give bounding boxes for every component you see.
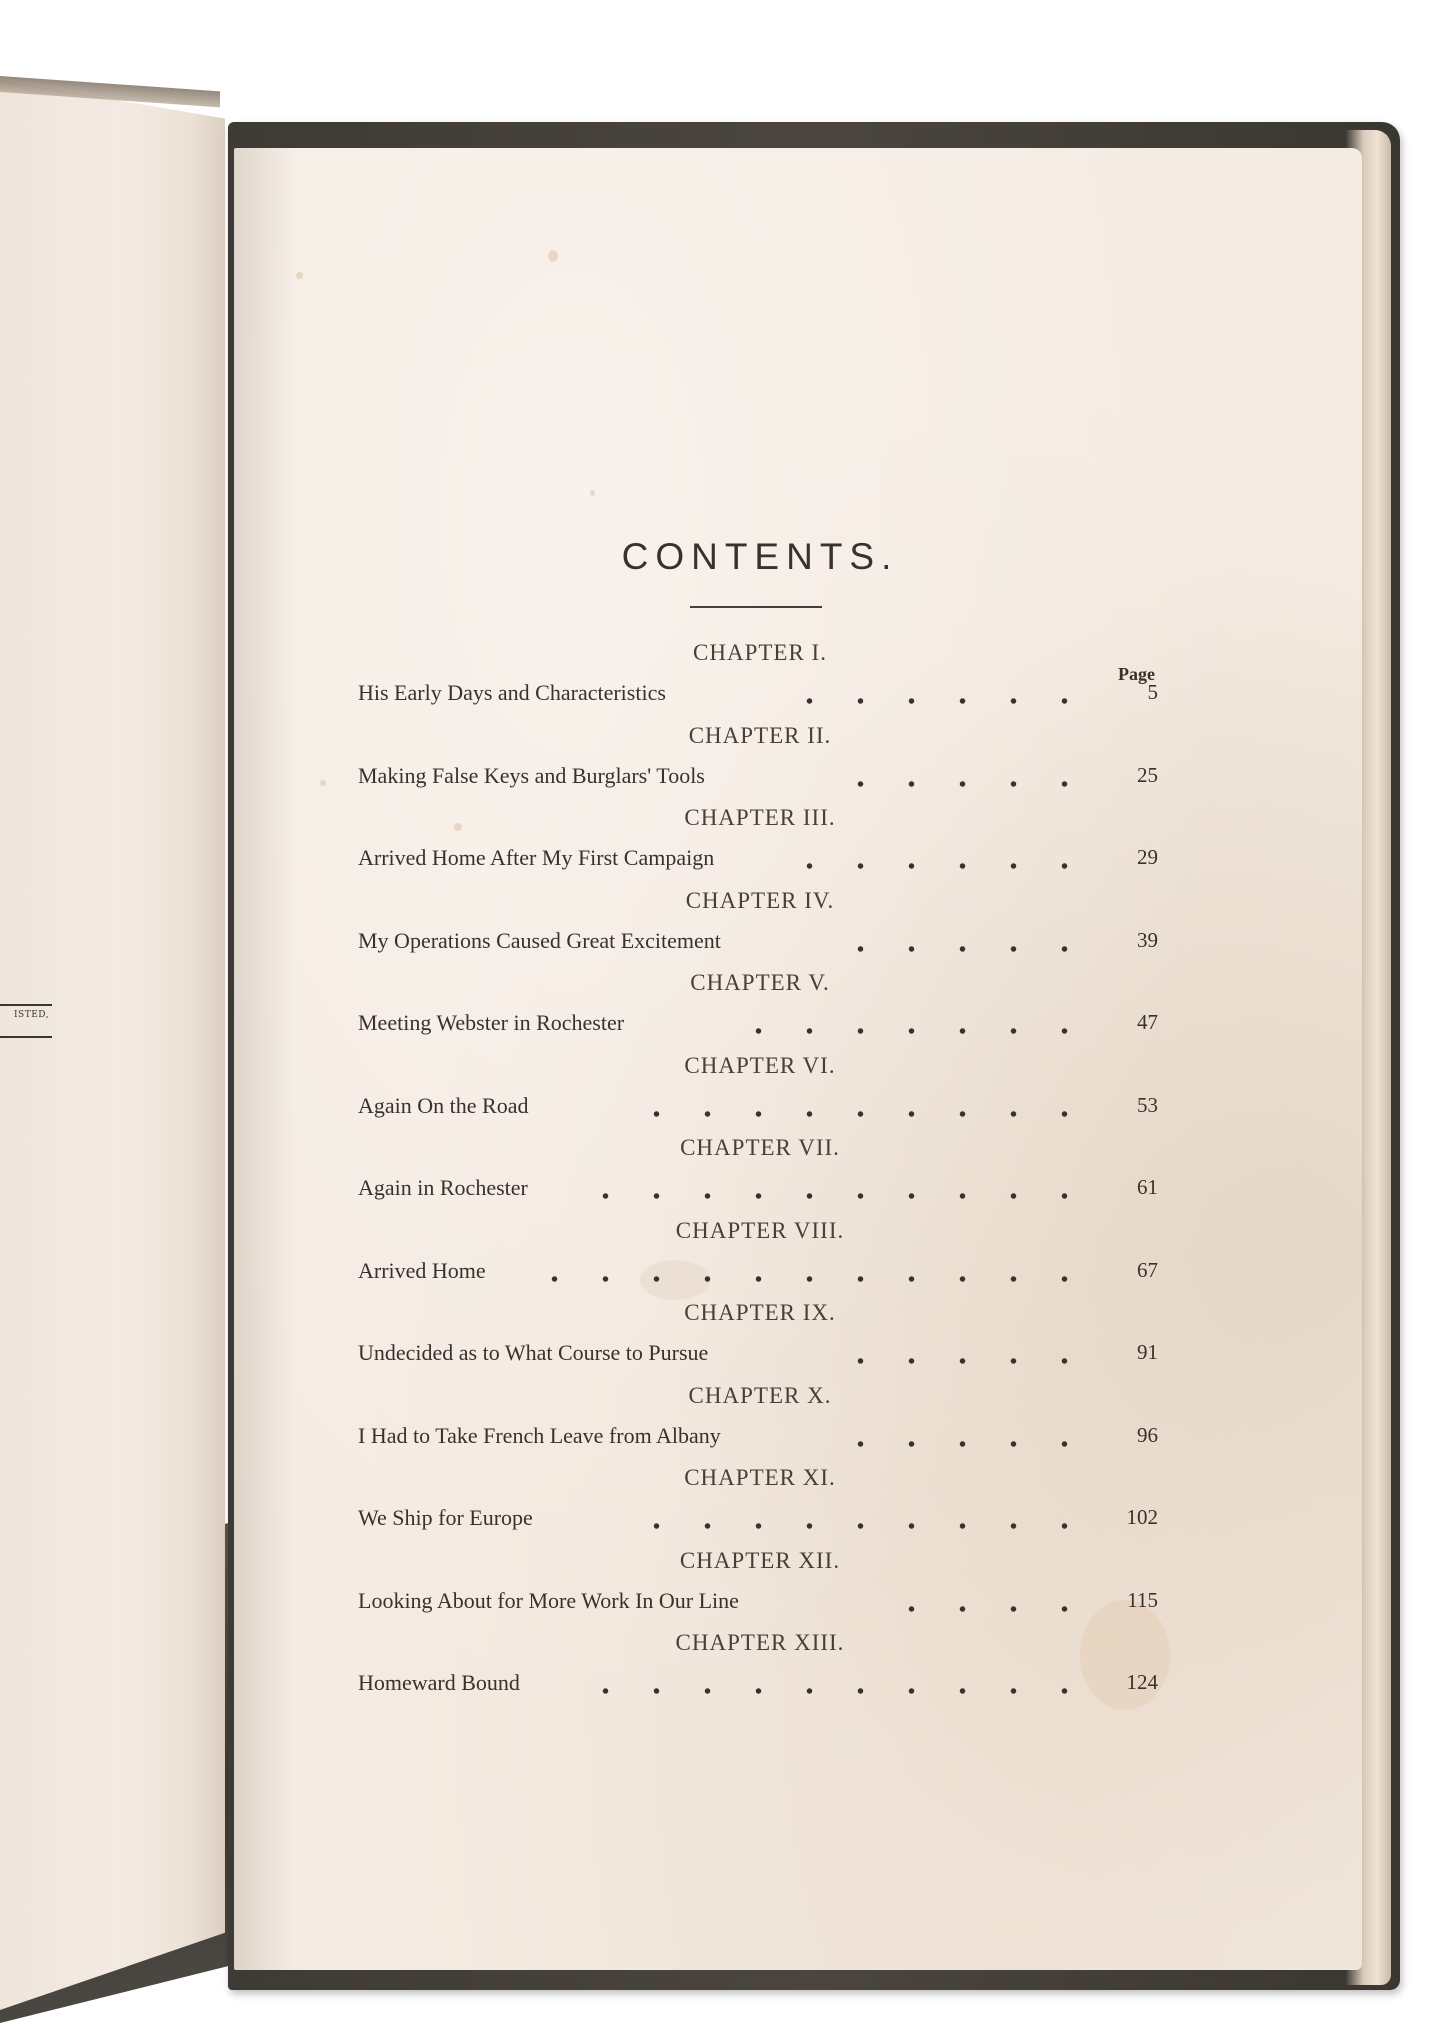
entry-page-number: 29 <box>1137 845 1158 869</box>
toc-entry <box>358 845 1158 877</box>
chapter-heading: CHAPTER II. <box>688 723 832 748</box>
toc-entry <box>358 680 1158 712</box>
entry-title: His Early Days and Characteristics <box>358 680 666 705</box>
dot-leader <box>730 1028 1090 1034</box>
stamp-rule-top <box>0 1004 52 1006</box>
page-column-label: Page <box>1118 664 1155 684</box>
foxing-spot <box>454 823 462 831</box>
left-page <box>0 80 225 2010</box>
entry-title: Again in Rochester <box>358 1175 528 1200</box>
entry-title: Looking About for More Work In Our Line <box>358 1588 739 1613</box>
entry-title: Arrived Home <box>358 1258 486 1283</box>
foxing-spot <box>548 250 558 262</box>
entry-page-number: 102 <box>1126 1505 1158 1529</box>
dot-leader <box>620 1523 1090 1529</box>
dot-leader <box>790 863 1090 869</box>
gutter-shadow <box>234 148 294 1970</box>
chapter-heading: CHAPTER VIII. <box>675 1218 845 1243</box>
toc-entry <box>358 1423 1158 1455</box>
toc-entry <box>358 1670 1158 1702</box>
stamp-rule-bottom <box>0 1036 52 1038</box>
dot-leader <box>870 1606 1090 1612</box>
entry-page-number: 53 <box>1137 1093 1158 1117</box>
entry-page-number: 5 <box>1147 680 1158 704</box>
chapter-heading: CHAPTER XI. <box>684 1465 836 1490</box>
dot-leader <box>820 1358 1090 1364</box>
toc-entry <box>358 1258 1158 1290</box>
foxing-spot <box>590 490 595 496</box>
chapter-heading: CHAPTER IX. <box>684 1300 836 1325</box>
chapter-heading: CHAPTER III. <box>684 805 836 830</box>
entry-title: Meeting Webster in Rochester <box>358 1010 625 1035</box>
chapter-heading: CHAPTER X. <box>688 1383 832 1408</box>
title-rule <box>690 606 822 608</box>
chapter-heading: CHAPTER I. <box>693 640 827 665</box>
chapter-heading: CHAPTER V. <box>690 970 830 995</box>
entry-page-number: 91 <box>1137 1340 1158 1364</box>
page-title: CONTENTS. <box>621 536 899 577</box>
entry-page-number: 39 <box>1137 928 1158 952</box>
dot-leader <box>820 946 1090 952</box>
entry-title: Undecided as to What Course to Pursue <box>358 1340 709 1365</box>
dot-leader <box>530 1276 1090 1282</box>
dot-leader <box>580 1193 1090 1199</box>
dot-leader <box>770 698 1090 704</box>
toc-entry <box>358 1588 1158 1620</box>
entry-page-number: 124 <box>1126 1670 1158 1694</box>
entry-title: My Operations Caused Great Excitement <box>358 928 721 953</box>
toc-entry <box>358 1340 1158 1372</box>
entry-page-number: 47 <box>1137 1010 1158 1034</box>
entry-title: Again On the Road <box>358 1093 529 1118</box>
entry-page-number: 115 <box>1127 1588 1158 1612</box>
chapter-heading: CHAPTER VII. <box>680 1135 840 1160</box>
dot-leader <box>820 781 1090 787</box>
toc-entry <box>358 928 1158 960</box>
toc-entry <box>358 1010 1158 1042</box>
toc-entry <box>358 1175 1158 1207</box>
dot-leader <box>570 1688 1090 1694</box>
chapter-heading: CHAPTER XII. <box>679 1548 841 1573</box>
toc-entry <box>358 763 1158 795</box>
chapter-heading: CHAPTER IV. <box>685 888 835 913</box>
foxing-spot <box>296 272 303 279</box>
dot-leader <box>620 1111 1090 1117</box>
entry-title: We Ship for Europe <box>358 1505 533 1530</box>
entry-page-number: 67 <box>1137 1258 1158 1282</box>
dot-leader <box>820 1441 1090 1447</box>
foxing-spot <box>320 780 326 786</box>
chapter-heading: CHAPTER VI. <box>684 1053 836 1078</box>
entry-title: Arrived Home After My First Campaign <box>358 845 715 870</box>
left-page-stamp: ISTED, <box>14 1010 50 1020</box>
entry-page-number: 61 <box>1137 1175 1158 1199</box>
entry-title: Homeward Bound <box>358 1670 520 1695</box>
toc-entry <box>358 1093 1158 1125</box>
entry-page-number: 25 <box>1137 763 1158 787</box>
chapter-heading: CHAPTER XIII. <box>675 1630 845 1655</box>
entry-title: I Had to Take French Leave from Albany <box>358 1423 721 1448</box>
toc-entry <box>358 1505 1158 1537</box>
entry-page-number: 96 <box>1137 1423 1158 1447</box>
entry-title: Making False Keys and Burglars' Tools <box>358 763 705 788</box>
